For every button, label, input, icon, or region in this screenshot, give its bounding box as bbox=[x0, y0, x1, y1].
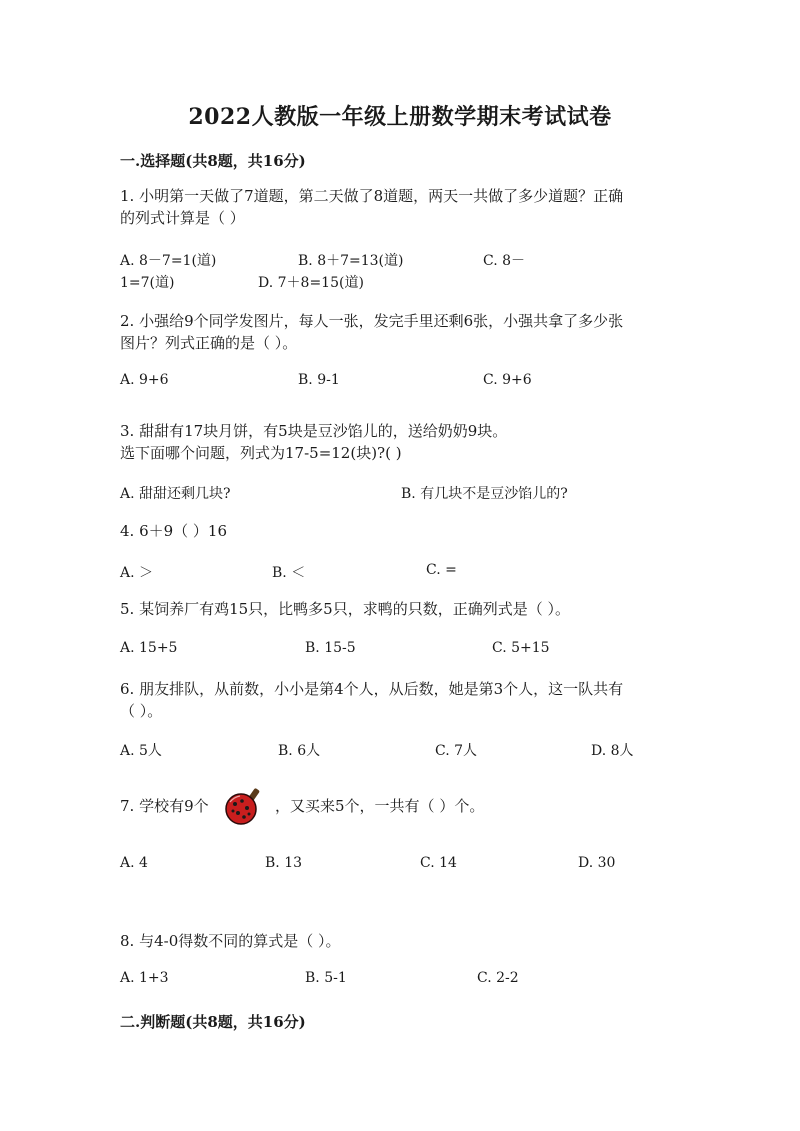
ping-pong-paddle-icon bbox=[222, 782, 268, 828]
question-7-option-d[interactable]: D. 30 bbox=[578, 855, 616, 871]
question-1-option-c[interactable]: C. 8－ bbox=[483, 253, 526, 269]
question-4-option-b[interactable]: B. ＜ bbox=[272, 565, 306, 581]
question-1-line-1: 1. 小明第一天做了7道题，第二天做了8道题，两天一共做了多少道题？正确 bbox=[120, 187, 624, 205]
question-8-line-1: 8. 与4-0得数不同的算式是（ ）。 bbox=[120, 932, 341, 950]
question-6-line-1: 6. 朋友排队，从前数，小小是第4个人，从后数，她是第3个人，这一队共有 bbox=[120, 680, 624, 698]
question-3-option-b[interactable]: B. 有几块不是豆沙馅儿的? bbox=[401, 486, 568, 502]
question-6-option-d[interactable]: D. 8人 bbox=[591, 743, 634, 759]
question-5-option-a[interactable]: A. 15+5 bbox=[120, 640, 178, 656]
question-1-option-a[interactable]: A. 8－7=1(道) bbox=[120, 253, 217, 269]
question-2-line-2: 图片？列式正确的是（ ）。 bbox=[120, 334, 298, 352]
question-6-option-c[interactable]: C. 7人 bbox=[435, 743, 478, 759]
question-2-line-1: 2. 小强给9个同学发图片，每人一张，发完手里还剩6张，小强共拿了多少张 bbox=[120, 312, 624, 330]
question-1-option-c-cont: 1=7(道) bbox=[120, 275, 175, 291]
section-heading-choice: 一.选择题(共8题，共16分) bbox=[120, 152, 306, 170]
question-6-option-b[interactable]: B. 6人 bbox=[278, 743, 321, 759]
page-title: 2022人教版一年级上册数学期末考试试卷 bbox=[188, 104, 612, 130]
question-7-line-1a: 7. 学校有9个 bbox=[120, 797, 209, 815]
question-2-option-a[interactable]: A. 9+6 bbox=[120, 372, 169, 388]
question-6-line-2: （ ）。 bbox=[120, 702, 163, 720]
question-3-line-1: 3. 甜甜有17块月饼，有5块是豆沙馅儿的，送给奶奶9块。 bbox=[120, 422, 508, 440]
question-7-option-b[interactable]: B. 13 bbox=[265, 855, 303, 871]
question-7-option-c[interactable]: C. 14 bbox=[420, 855, 457, 871]
question-7-option-a[interactable]: A. 4 bbox=[120, 855, 148, 871]
question-2-option-c[interactable]: C. 9+6 bbox=[483, 372, 532, 388]
section-heading-judgement: 二.判断题(共8题，共16分) bbox=[120, 1013, 306, 1031]
question-5-option-c[interactable]: C. 5+15 bbox=[492, 640, 550, 656]
question-8-option-b[interactable]: B. 5-1 bbox=[305, 970, 347, 986]
question-7-line-1b: ，又买来5个，一共有（ ）个。 bbox=[275, 797, 485, 815]
question-5-option-b[interactable]: B. 15-5 bbox=[305, 640, 356, 656]
question-1-line-2: 的列式计算是（ ） bbox=[120, 209, 245, 227]
question-1-option-b[interactable]: B. 8＋7=13(道) bbox=[298, 253, 404, 269]
question-2-option-b[interactable]: B. 9-1 bbox=[298, 372, 340, 388]
question-3-option-a[interactable]: A. 甜甜还剩几块? bbox=[120, 486, 231, 502]
question-4-line-1: 4. 6＋9（ ）16 bbox=[120, 522, 228, 540]
question-1-option-d[interactable]: D. 7＋8=15(道) bbox=[258, 275, 364, 291]
question-4-option-a[interactable]: A. ＞ bbox=[120, 565, 154, 581]
question-5-line-1: 5. 某饲养厂有鸡15只，比鸭多5只，求鸭的只数，正确列式是（ ）。 bbox=[120, 600, 570, 618]
question-4-option-c[interactable]: C. = bbox=[426, 562, 457, 578]
question-6-option-a[interactable]: A. 5人 bbox=[120, 743, 162, 759]
question-8-option-c[interactable]: C. 2-2 bbox=[477, 970, 519, 986]
question-8-option-a[interactable]: A. 1+3 bbox=[120, 970, 169, 986]
question-3-line-2: 选下面哪个问题，列式为17-5=12(块)?( ) bbox=[120, 444, 402, 462]
